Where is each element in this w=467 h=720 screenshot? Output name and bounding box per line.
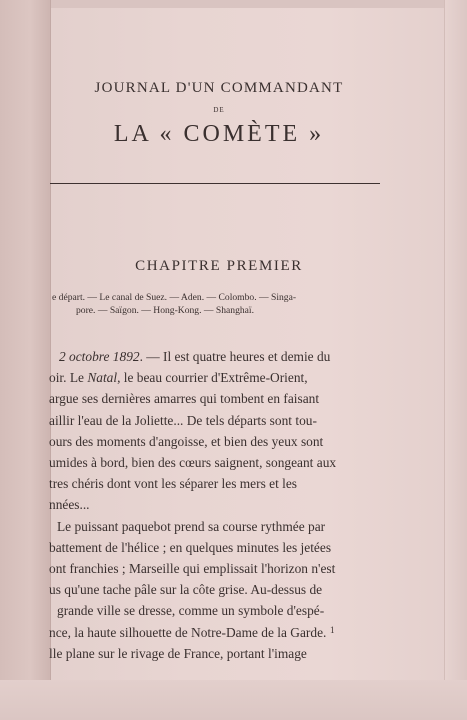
italic-text: Natal [87, 370, 118, 386]
body-line: oir. Le Natal, le beau courrier d'Extrême-Orient, [49, 370, 308, 386]
body-line: ont franchies ; Marseille qui emplissait l'horizon n'est [49, 561, 336, 577]
title-connector: DE [213, 106, 225, 114]
body-line: ours des moments d'angoisse, et bien des yeux sont [49, 433, 324, 449]
body-line: nnées... [49, 497, 90, 513]
chapter-summary [52, 291, 390, 317]
body-line: battement de l'hélice ; en quelques minutes les jetées [49, 539, 332, 555]
body-line: lle plane sur le rivage de France, portant l'image [49, 645, 307, 661]
summary-line: pore. — Saïgon. — Hong-Kong. — Shanghaï. [76, 305, 254, 316]
body-line: us qu'une tache pâle sur la côte grise. Au-dessus de [49, 582, 323, 598]
body-line: umides à bord, bien des cœurs saignent, songeant aux [49, 455, 337, 471]
title-line-2: LA « COMÈTE » [113, 121, 325, 147]
body-line: tres chéris dont vont les séparer les mers et les [49, 476, 298, 492]
title-line-1: JOURNAL D'UN COMMANDANT [94, 80, 344, 96]
body-line: aillir l'eau de la Joliette... De tels départs sont tou- [49, 412, 317, 428]
body-line: Le puissant paquebot prend sa course rythmée par [57, 518, 326, 534]
body-line: grande ville se dresse, comme un symbole d'espé- [57, 603, 325, 619]
body-text [49, 346, 387, 664]
summary-line: e départ. — Le canal de Suez. — Aden. — Colombo. — Singa- [52, 292, 297, 303]
page-number: 1 [330, 625, 335, 635]
header-rule [50, 183, 380, 184]
body-line: argue ses dernières amarres qui tombent en faisant [49, 391, 320, 407]
chapter-heading: CHAPITRE PREMIER [135, 258, 303, 274]
body-line: 2 octobre 1892. — Il est quatre heures et demie du [59, 349, 331, 364]
body-line: nce, la haute silhouette de Notre-Dame de la Garde. [49, 624, 327, 640]
italic-text: 2 octobre 1892 [59, 349, 140, 364]
